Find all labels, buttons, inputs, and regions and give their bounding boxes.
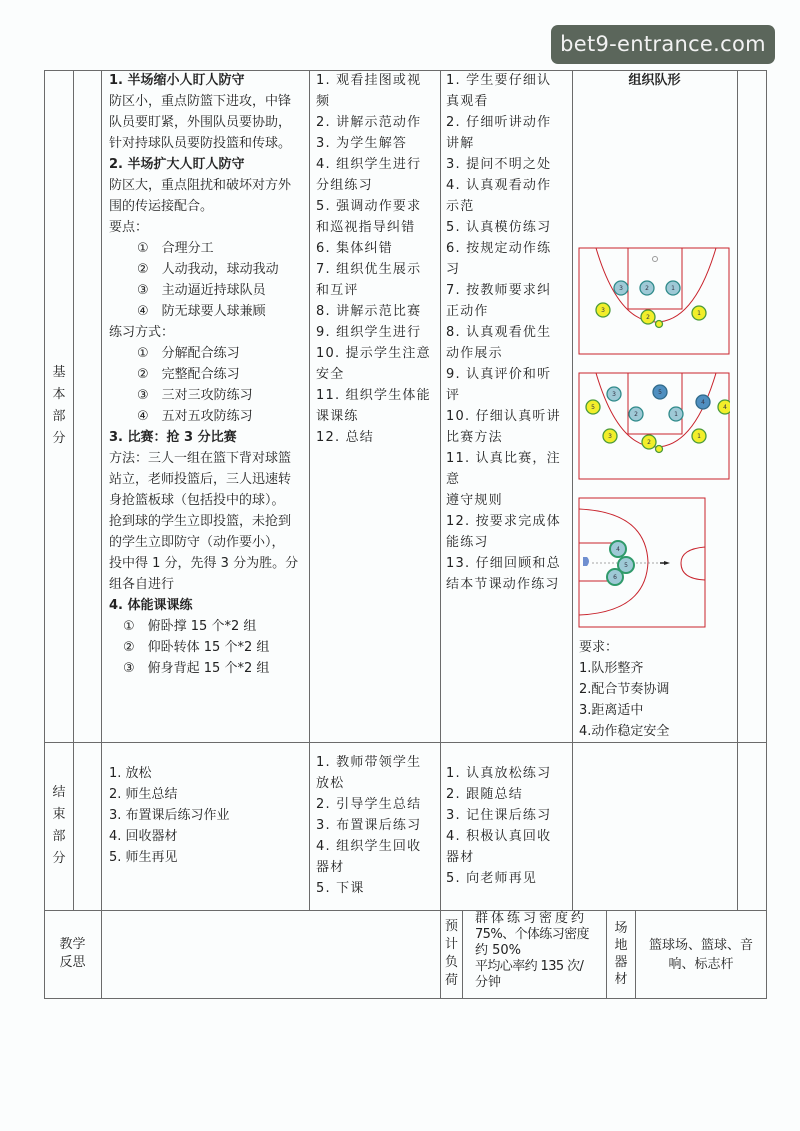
- text-line: 3. 记住课后练习: [446, 808, 552, 823]
- requirement-item: 3.距离适中: [579, 703, 644, 718]
- text-line: 6. 按规定动作练: [446, 241, 552, 256]
- label-char: 基: [52, 365, 66, 380]
- svg-text:6: 6: [613, 574, 617, 581]
- svg-text:4: 4: [723, 404, 727, 411]
- text-line: 课课练: [316, 409, 359, 424]
- text-line: 队员要盯紧，外围队员要协助，: [109, 115, 292, 130]
- exercise-line: ③ 俯身背起 15 个*2 组: [123, 661, 270, 676]
- text-line: 正动作: [446, 304, 489, 319]
- practice-method: ① 分解配合练习: [137, 346, 240, 361]
- label-char: 预: [444, 919, 458, 934]
- ending-content-cell: [109, 763, 307, 868]
- svg-text:1: 1: [697, 310, 701, 317]
- svg-text:2: 2: [646, 314, 650, 321]
- text-line: 评: [446, 388, 461, 403]
- label-char: 部: [52, 409, 66, 424]
- text-line: 2. 讲解示范动作: [316, 115, 422, 130]
- svg-text:3: 3: [619, 285, 623, 292]
- svg-text:4: 4: [616, 546, 620, 553]
- label-char: 结: [52, 785, 66, 800]
- section-label-basic: [47, 362, 71, 450]
- key-points-label: 要点：: [109, 220, 149, 235]
- text-line: 比赛方法: [446, 430, 503, 445]
- text-line: 2. 师生总结: [109, 787, 178, 802]
- text-line: 5. 下课: [316, 881, 365, 896]
- text-line: 4. 积极认真回收: [446, 829, 552, 844]
- court-diagram-3: [578, 497, 708, 629]
- load-line: 75%、个体练习密度: [475, 927, 589, 942]
- load-label: [441, 918, 462, 990]
- text-line: 3. 提问不明之处: [446, 157, 552, 172]
- text-line: 8. 认真观看优生: [446, 325, 552, 340]
- label-char: 地: [614, 938, 628, 953]
- label-char: 分: [52, 431, 66, 446]
- load-line: 分钟: [475, 975, 502, 990]
- text-line: 能练习: [446, 535, 489, 550]
- text-line: 5. 认真模仿练习: [446, 220, 552, 235]
- venue-line: 篮球场、篮球、音: [648, 938, 753, 953]
- text-line: 讲解: [446, 136, 475, 151]
- practice-method: ③ 三对三攻防练习: [137, 388, 253, 403]
- text-line: 防区大，重点阻扰和破坏对方外: [109, 178, 292, 193]
- load-values: [475, 911, 605, 991]
- svg-text:3: 3: [608, 433, 612, 440]
- text-line: 和巡视指导纠错: [316, 220, 416, 235]
- text-line: 围的传运接配合。: [109, 199, 214, 214]
- court-diagram-1: [578, 247, 730, 355]
- practice-label: 练习方式：: [109, 325, 175, 340]
- text-line: 7. 按教师要求纠: [446, 283, 552, 298]
- text-line: 1. 教师带领学生: [316, 755, 422, 770]
- label-line: 教学: [59, 937, 86, 952]
- text-line: 组各自进行: [109, 577, 175, 592]
- col-divider-4: [440, 70, 441, 999]
- label-char: 部: [52, 829, 66, 844]
- text-line: 2. 跟随总结: [446, 787, 523, 802]
- text-line: 4. 回收器材: [109, 829, 178, 844]
- text-line: 10. 仔细认真听讲: [446, 409, 561, 424]
- svg-text:4: 4: [701, 399, 705, 406]
- text-line: 习: [446, 262, 461, 277]
- text-line: 1. 认真放松练习: [446, 766, 552, 781]
- text-line: 4. 认真观看动作: [446, 178, 552, 193]
- text-line: 10. 提示学生注意: [316, 346, 431, 361]
- venue-values: [636, 936, 766, 974]
- label-char: 材: [614, 972, 628, 987]
- text-line: 5. 师生再见: [109, 850, 178, 865]
- text-line: 器材: [316, 860, 345, 875]
- formation-requirements: [579, 637, 735, 742]
- requirement-item: 4.动作稳定安全: [579, 724, 670, 739]
- practice-method: ④ 五对五攻防练习: [137, 409, 253, 424]
- key-point: ② 人动我动，球动我动: [137, 262, 279, 277]
- svg-text:2: 2: [647, 439, 651, 446]
- text-line: 分组练习: [316, 178, 373, 193]
- text-line: 1. 放松: [109, 766, 152, 781]
- svg-text:1: 1: [671, 285, 675, 292]
- ending-student-cell: [446, 763, 570, 889]
- label-char: 本: [52, 387, 66, 402]
- text-line: 抢到球的学生立即投篮，未抢到: [109, 514, 292, 529]
- text-line: 放松: [316, 776, 345, 791]
- text-line: 12. 总结: [316, 430, 375, 445]
- key-point: ① 合理分工: [137, 241, 214, 256]
- section-label-ending: [47, 782, 71, 870]
- text-line: 2. 引导学生总结: [316, 797, 422, 812]
- text-line: 3. 布置课后练习作业: [109, 808, 230, 823]
- text-line: 3. 为学生解答: [316, 136, 408, 151]
- text-line: 针对持球队员要防投篮和传球。: [109, 136, 292, 151]
- text-line: 结本节课动作练习: [446, 577, 560, 592]
- text-line: 5. 向老师再见: [446, 871, 538, 886]
- label-char: 器: [614, 955, 628, 970]
- label-char: 计: [444, 937, 458, 952]
- text-line: 9. 认真评价和听: [446, 367, 552, 382]
- svg-text:1: 1: [697, 433, 701, 440]
- label-char: 分: [52, 851, 66, 866]
- watermark-badge: bet9-entrance.com: [551, 25, 775, 64]
- text-line: 站立，老师投篮后，三人迅速转: [109, 472, 292, 487]
- svg-text:2: 2: [645, 285, 649, 292]
- col-divider-2: [101, 70, 102, 999]
- svg-text:3: 3: [612, 391, 616, 398]
- col-divider-venue-label-left: [606, 910, 607, 999]
- text-line: 遵守规则: [446, 493, 503, 508]
- label-line: 反思: [59, 955, 86, 970]
- svg-text:3: 3: [601, 307, 605, 314]
- text-line: 投中得 1 分，先得 3 分为胜。分: [109, 556, 299, 571]
- text-line: 方法：三人一组在篮下背对球篮: [109, 451, 292, 466]
- exercise-line: ① 俯卧撑 15 个*2 组: [123, 619, 257, 634]
- col-divider-6: [737, 70, 738, 911]
- svg-text:5: 5: [624, 562, 628, 569]
- key-point: ④ 防无球要人球兼顾: [137, 304, 266, 319]
- basic-content-cell: [109, 70, 309, 679]
- requirement-item: 2.配合节奏协调: [579, 682, 670, 697]
- text-line: 6. 集体纠错: [316, 241, 393, 256]
- venue-label: [609, 920, 633, 988]
- text-line: 13. 仔细回顾和总: [446, 556, 561, 571]
- requirements-label: 要求：: [579, 640, 619, 655]
- court-diagram-2: [578, 372, 730, 480]
- text-line: 5. 强调动作要求: [316, 199, 422, 214]
- label-char: 荷: [444, 973, 458, 988]
- item1-title: 1. 半场缩小人盯人防守: [109, 73, 245, 88]
- venue-line: 响、标志杆: [668, 957, 734, 972]
- text-line: 安全: [316, 367, 345, 382]
- row-divider-ending-reflection: [44, 910, 767, 911]
- label-char: 场: [614, 921, 628, 936]
- load-line: 群体练习密度约: [475, 911, 588, 926]
- text-line: 2. 仔细听讲动作: [446, 115, 552, 130]
- text-line: 12. 按要求完成体: [446, 514, 561, 529]
- col-divider-5: [572, 70, 573, 911]
- svg-text:1: 1: [674, 411, 678, 418]
- text-line: 动作展示: [446, 346, 503, 361]
- text-line: 示范: [446, 199, 475, 214]
- text-line: 4. 组织学生回收: [316, 839, 422, 854]
- table-right-border: [766, 70, 767, 999]
- basic-teacher-cell: [316, 70, 438, 448]
- ending-teacher-cell: [316, 752, 438, 899]
- formation-title: 组织队形: [628, 73, 681, 88]
- text-line: 器材: [446, 850, 475, 865]
- table-left-border: [44, 70, 45, 999]
- load-line: 平均心率约 135 次/: [475, 959, 584, 974]
- text-line: 11. 组织学生体能: [316, 388, 431, 403]
- col-divider-3: [309, 70, 310, 911]
- text-line: 7. 组织优生展示: [316, 262, 422, 277]
- col-divider-1: [73, 70, 74, 911]
- label-char: 束: [52, 807, 66, 822]
- text-line: 11. 认真比赛，注意: [446, 451, 561, 487]
- text-line: 的学生立即防守（动作要小），: [109, 535, 285, 550]
- practice-method: ② 完整配合练习: [137, 367, 240, 382]
- label-char: 负: [444, 955, 458, 970]
- table-bottom-border: [44, 998, 767, 999]
- key-point: ③ 主动逼近持球队员: [137, 283, 266, 298]
- exercise-line: ② 仰卧转体 15 个*2 组: [123, 640, 270, 655]
- text-line: 3. 布置课后练习: [316, 818, 422, 833]
- basic-student-cell: [446, 70, 570, 595]
- reflection-label: [44, 936, 101, 972]
- row-divider-basic-ending: [44, 742, 767, 743]
- text-line: 频: [316, 94, 331, 109]
- svg-text:5: 5: [591, 404, 595, 411]
- text-line: 4. 组织学生进行: [316, 157, 422, 172]
- text-line: 真观看: [446, 94, 489, 109]
- text-line: 防区小，重点防篮下进攻，中锋: [109, 94, 292, 109]
- text-line: 身抢篮板球（包括投中的球）。: [109, 493, 285, 508]
- text-line: 9. 组织学生进行: [316, 325, 422, 340]
- item2-title: 2. 半场扩大人盯人防守: [109, 157, 245, 172]
- load-line: 约 50%: [475, 943, 522, 958]
- item3-title: 3. 比赛：抢 3 分比赛: [109, 430, 237, 445]
- col-divider-load: [462, 910, 463, 999]
- item4-title: 4. 体能课课练: [109, 598, 193, 613]
- text-line: 8. 讲解示范比赛: [316, 304, 422, 319]
- text-line: 和互评: [316, 283, 359, 298]
- text-line: 1. 学生要仔细认: [446, 73, 552, 88]
- requirement-item: 1.队形整齐: [579, 661, 644, 676]
- svg-text:5: 5: [658, 389, 662, 396]
- text-line: 1. 观看挂图或视: [316, 73, 422, 88]
- svg-text:2: 2: [634, 411, 638, 418]
